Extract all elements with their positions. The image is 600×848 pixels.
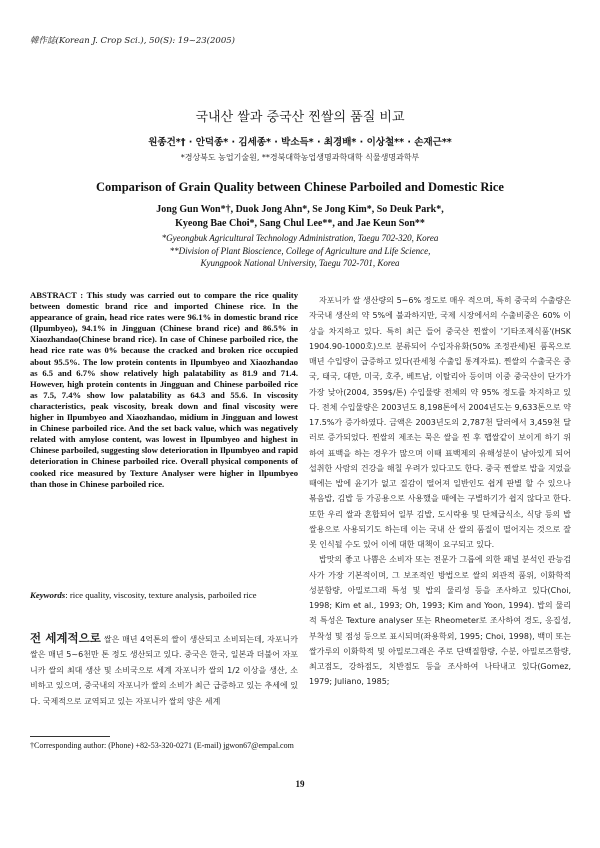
footnote-divider — [30, 736, 110, 737]
english-authors — [0, 203, 600, 230]
introduction-paragraph — [30, 631, 298, 709]
corresponding-author-footnote: †Corresponding author: (Phone) +82-53-320-0271 (E-mail) jgwon67@empal.com — [30, 741, 294, 750]
right-column — [309, 293, 571, 690]
english-affiliation — [0, 232, 600, 270]
keywords-label: Keywords — [30, 590, 66, 600]
journal-citation: 韓作誌(Korean J. Crop Sci.), 50(S): 19~23(2005) — [30, 36, 235, 46]
page-number: 19 — [295, 779, 305, 789]
korean-title: 국내산 쌀과 중국산 찐쌀의 품질 비교 — [195, 110, 405, 125]
english-title: Comparison of Grain Quality between Chinese Parboiled and Domestic Rice — [96, 180, 504, 194]
introduction-text: 쌀은 매년 4억톤의 쌀이 생산되고 소비되는데, 자포니카 쌀은 매년 5~6천만 톤 정도 생산되고 있다. 중국은 한국, 일본과 더불어 자포니카 쌀의 최대 생산 및 소비국으로 세계 자포니카 쌀의 1/2 이상을 생산, 소비하고 있으며, 중국내의 자포니카 쌀의 소비가 최근 급증하고 있는 추세에 있다. 국제적으로 교역되고 있는 자포니카 쌀의 양은 세계 — [30, 635, 298, 706]
english-affiliation-line: **Division of Plant Bioscience, College of Agriculture and Life Science, — [169, 245, 431, 256]
english-authors-line: Jong Gun Won*†, Duok Jong Ahn*, Se Jong Kim*, So Deuk Park*, — [156, 204, 444, 215]
english-affiliation-line: *Gyeongbuk Agricultural Technology Administration, Taegu 702-320, Korea — [161, 233, 439, 243]
korean-authors: 원종건*† · 안덕종* · 김세종* · 박소득* · 최경배* · 이상철** · 손재근** — [148, 137, 452, 148]
introduction-lead: 전 세계적으로 — [30, 631, 101, 645]
english-authors-line: Kyeong Bae Choi*, Sang Chul Lee**, and Jae Keun Son** — [175, 217, 425, 229]
keywords — [30, 589, 298, 601]
abstract: ABSTRACT : This study was carried out to compare the rice quality between domestic brand rice and imported Chinese rice. In the appearance of grain, head rice rates were 96.1% in domestic brand rice (Ilpumbyeo), 94.1% in Jingguan (Chinese brand rice) and 86.5% in Xiaozhandao(Chinese brand rice). In case of Chinese parboiled rice, the head rice rate was 0% because the cracked and broken rice occupied about 95.5%. The low protein contents in Ilpumbyeo and Xiaozhandao as 6.5 and 6.7% show relatively high palatability as 81.9 and 71.4. However, high protein contents in Jingguan and Chinese parboiled rice as 7.5, 7.4% show low palatability as 64.3 and 55.6. In viscosity characteristics, peak viscosity, break down and final viscosity were higher in Ilpumbyeo and Xiaozhandao, midium in Jingguan and lowest in Chinese parboiled rice. And the set back value, which was negatively related with amylose content, was lowest in Ilpumbyeo and highest in Chinese parboiled, suggesting slow deterioration in Ilpumbyeo and rapid deterioration in Chinese parboiled rice. Overall physical components of cooked rice measured by Texture Analyser were higher in Ilpumbyeo than those in Chinese parboiled rice. — [30, 290, 298, 489]
english-affiliation-line: Kyungpook National University, Taegu 702-701, Korea — [200, 258, 400, 268]
keywords-text: : rice quality, viscosity, texture analysis, parboiled rice — [65, 590, 257, 600]
korean-affiliation: *경상북도 농업기술원, **경북대학농업생명과학대학 식물생명과학부 — [180, 153, 420, 162]
body-paragraph: 밥맛의 좋고 나쁨은 소비자 또는 전문가 그룹에 의한 패널 분석인 관능검사가 가장 기본적이며, 그 보조적인 방법으로 쌀의 외관적 품위, 이화학적 성분함량, 아밀로그래 특성 및 밥의 물리성 등을 조사하고 있다(Choi, 1998; Kim et al., 1993; Oh, 1993; Kim and Yoon, 1994). 밥의 물리적 특성은 Texture analyser 또는 Rheometer로 조사하여 경도, 응집성, 부착성 및 점성 등으로 표시되며(좌용학외, 1995; Choi, 1998), 백미 또는 쌀가루의 이화학적 및 아밀로그래은 주로 단백질함량, 수분, 아밀로즈함량, 최고점도, 강하점도, 치반점도 등을 조사하여 나타내고 있다(Gomez, 1979; Juliano, 1985; — [309, 555, 571, 687]
body-paragraph: 자포니카 쌀 생산량의 5~6% 정도로 매우 적으며, 특히 중국의 수출량은 자국내 생산의 약 5%에 불과하지만, 국제 시장에서의 수출비중은 60% 이상을 차지하고 있다. 특히 최근 들어 중국산 찐쌀이 '기타조제식품'(HSK 1904.90-1000호)으로 분류되어 수입자유화(50% 조정관세)된 품목으로 매년 수입량이 급증하고 있다(관세청 수출입 통계자료). 찐쌀의 수출국은 중국, 태국, 대만, 미국, 호주, 베트남, 이탈리아 등이며 이중 중국산이 단가가 가장 낮아(2004, 359$/톤) 수입물량 전체의 약 95% 정도를 차지하고 있다. 전체 수입물량은 2003년도 8,198톤에서 2004년도는 9,633톤으로 약 17.5%가 증가하였다. 금액은 2003년도의 2,787천 달러에서 3,459천 달러로 증가되었다. 찐쌀의 제조는 묵은 쌀을 찐 후 햅쌀같이 보이게 하기 위하여 표백을 하는 경우가 많으며 이때 표백제의 유해성분이 남아있게 되어 섭취한 사람의 건강을 해칠 우려가 있다고도 한다. 중국 찐쌀로 밥을 지었을 때에는 밥에 윤기가 없고 질감이 떨어져 일반인도 쉽게 판별 할 수 있으나 볶음밥, 김밥 등 가공용으로 사용했을 때에는 구별하기가 쉽지 않다고 한다. 또한 우리 쌀과 혼합되어 일부 김밥, 도시락용 및 단체급식소, 식당 등의 밥쌀용으로 사용되기도 하는데 이는 국내 산 쌀의 품질이 떨어지는 것으로 잘못 인식될 수도 있어 이에 대한 대책이 요구되고 있다. — [309, 296, 571, 549]
